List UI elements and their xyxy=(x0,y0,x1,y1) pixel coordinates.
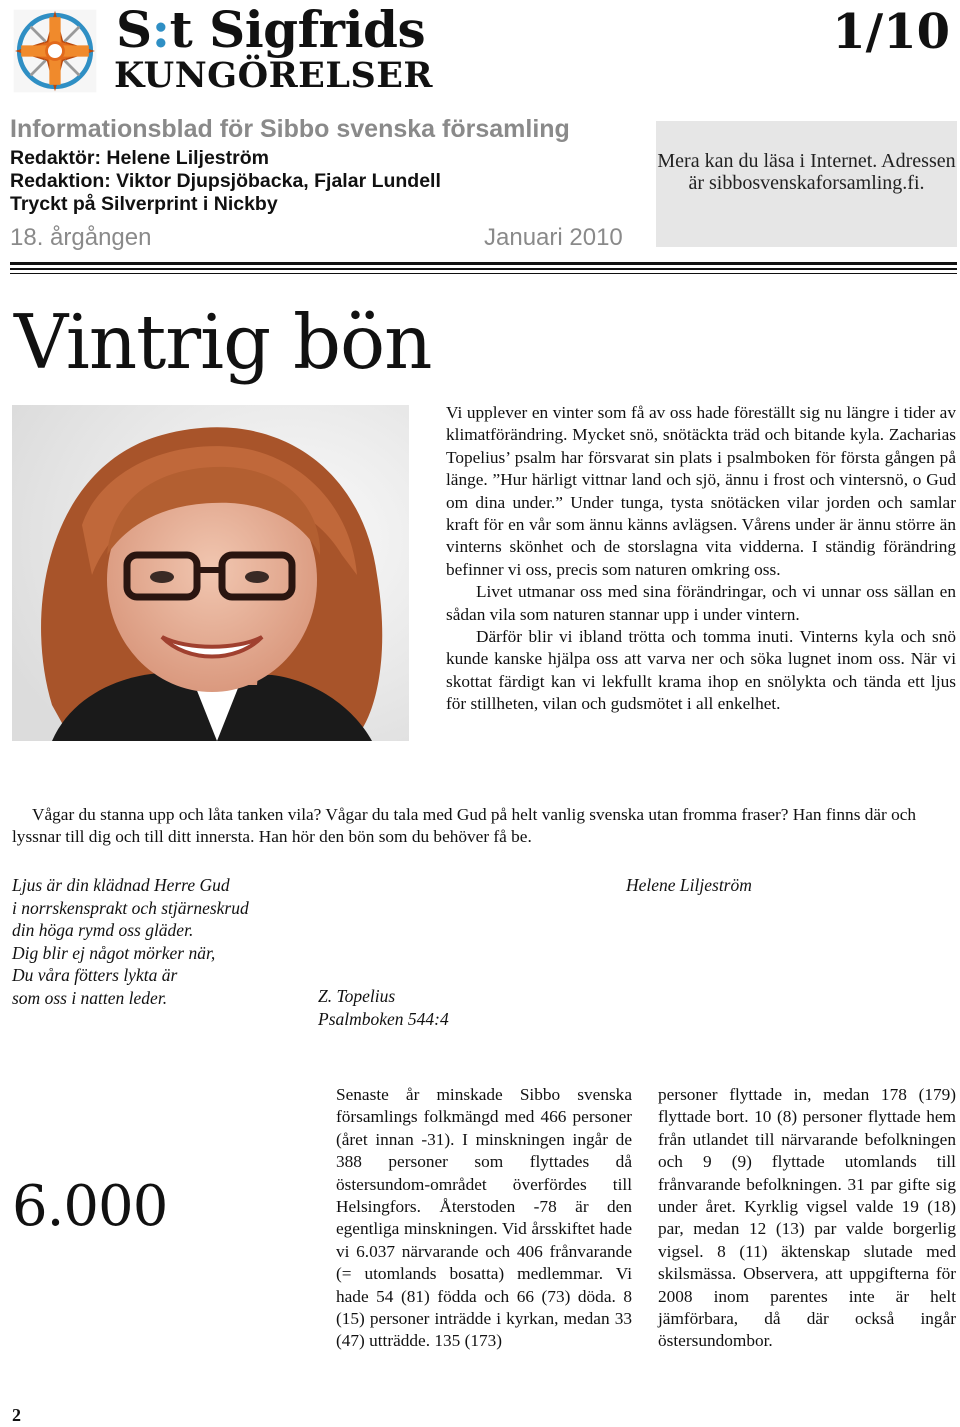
statistics-column-1: Senaste år minskade Sibbo svenska församlings folkmängd med 466 personer (året innan -31). I minskningen ingår de 388 personer som flyttades då östersundom-området överfördes till Helsingfors. Återstoden -78 är den egentliga minskningen. Vid årsskiftet hade vi 6.037 närvarande och 406 frånvarande (= utomlands bosatta) medlemmar. Vi hade 54 (81) födda och 66 (73) döda. 8 (15) personer inträdde i kyrkan, medan 33 (47) utträdde. 135 (173) xyxy=(336,1085,632,1351)
page-number: 2 xyxy=(12,1405,21,1425)
masthead-subtitle: KUNGÖRELSER xyxy=(114,55,433,96)
article-paragraph: Livet utmanar oss med sina förändringar, och vi unnar oss sällan en sådan vila som naturen stannar upp i under vintern. xyxy=(446,582,956,624)
poem-line: din höga rymd oss gläder. xyxy=(12,920,194,941)
article-paragraph: Vi upplever en vinter som få av oss hade föreställt sig nu längre i tider av klimatförändring. Mycket snö, snötäckta träd och bitande kyla. Zacharias Topelius’ psalm har försvarat sin plats i psalmboken för första gången på länge. ”Hur härligt vittnar land och sjö, ännu i frost och vintersnö, o Gud om dina under.” Under tunga, tysta snötäcken vilar jorden och samlar kraft för en vår som ännu känns avlägsen. Vårens under är ännu större än vinterns skönhet och de storslagna vita vidderna. I ständig förändring befinner vi oss, precis som naturen omkring oss. xyxy=(446,403,956,579)
article-closing xyxy=(12,804,958,849)
member-count-headline: 6.000 xyxy=(12,1174,168,1239)
cross-icon xyxy=(14,10,97,93)
printer-line: Tryckt på Silverprint i Nickby xyxy=(10,193,278,215)
hymn-attribution xyxy=(318,985,449,1030)
poem-line: Dig blir ej något mörker när, xyxy=(12,942,216,963)
article-paragraph: Därför blir vi ibland trötta och tomma inuti. Vinterns kyla och snö kunde kanske hjälpa oss att varva ner och söka lugnet inom oss. När vi skottat färdigt kan vi lekfullt krama ihop en snölykta och tända ett ljus för stillheten, vilan och gudsmötet i all enkelhet. xyxy=(446,627,956,714)
statistics-column-2: personer flyttade in, medan 178 (179) flyttade bort. 10 (8) personer flyttade hem från utlandet till närvarande befolkningen och 9 (9) flyttade utomlands till frånvarande befolkningen. 31 par gifte sig under året. Kyrklig vigsel valde 19 (18) par, medan 12 (13) par valde borgerlig vigsel. 8 (11) äktenskap slutade med skilsmässa. Observera, att uppgifterna för 2008 inom parentes inte är helt jämförbara, då där också ingår östersundombor. xyxy=(658,1085,956,1351)
hymn-verse xyxy=(12,874,249,1010)
article-byline: Helene Liljeström xyxy=(626,875,752,895)
issue-date: Januari 2010 xyxy=(484,224,623,251)
poem-line: i norrskensprakt och stjärneskrud xyxy=(12,897,249,918)
parish-logo-cross xyxy=(8,4,102,98)
article-headline: Vintrig bön xyxy=(14,298,432,386)
article-paragraph: Vågar du stanna upp och låta tanken vila? Vågar du tala med Gud på helt vanlig svenska utan fromma fraser? Han finns där och lyssnar till dig och till ditt innersta. Han hör den bön som du behöver få be. xyxy=(12,805,917,847)
issue-number: 1/10 xyxy=(832,4,950,60)
editor-line: Redaktör: Helene Liljeström xyxy=(10,147,269,169)
article-intro-column xyxy=(446,402,956,716)
poem-line: Du våra fötters lykta är xyxy=(12,965,178,986)
poem-line: som oss i natten leder. xyxy=(12,987,168,1008)
hymn-author: Z. Topelius xyxy=(318,986,396,1006)
author-portrait-photo xyxy=(12,405,409,741)
header-divider xyxy=(10,273,957,274)
masthead-title: S:t Sigfrids xyxy=(116,0,426,59)
publication-description: Informationsblad för Sibbo svenska församling xyxy=(10,115,570,143)
editorial-staff-line: Redaktion: Viktor Djupsjöbacka, Fjalar Lundell xyxy=(10,170,441,192)
header-divider xyxy=(10,268,957,270)
header-divider xyxy=(10,262,957,265)
website-info-text: Mera kan du läsa i Internet. Adressen är sibbosvenskaforsamling.fi. xyxy=(657,150,956,194)
hymn-source: Psalmboken 544:4 xyxy=(318,1008,449,1029)
volume-label: 18. årgången xyxy=(10,224,152,251)
poem-line: Ljus är din klädnad Herre Gud xyxy=(12,875,230,895)
